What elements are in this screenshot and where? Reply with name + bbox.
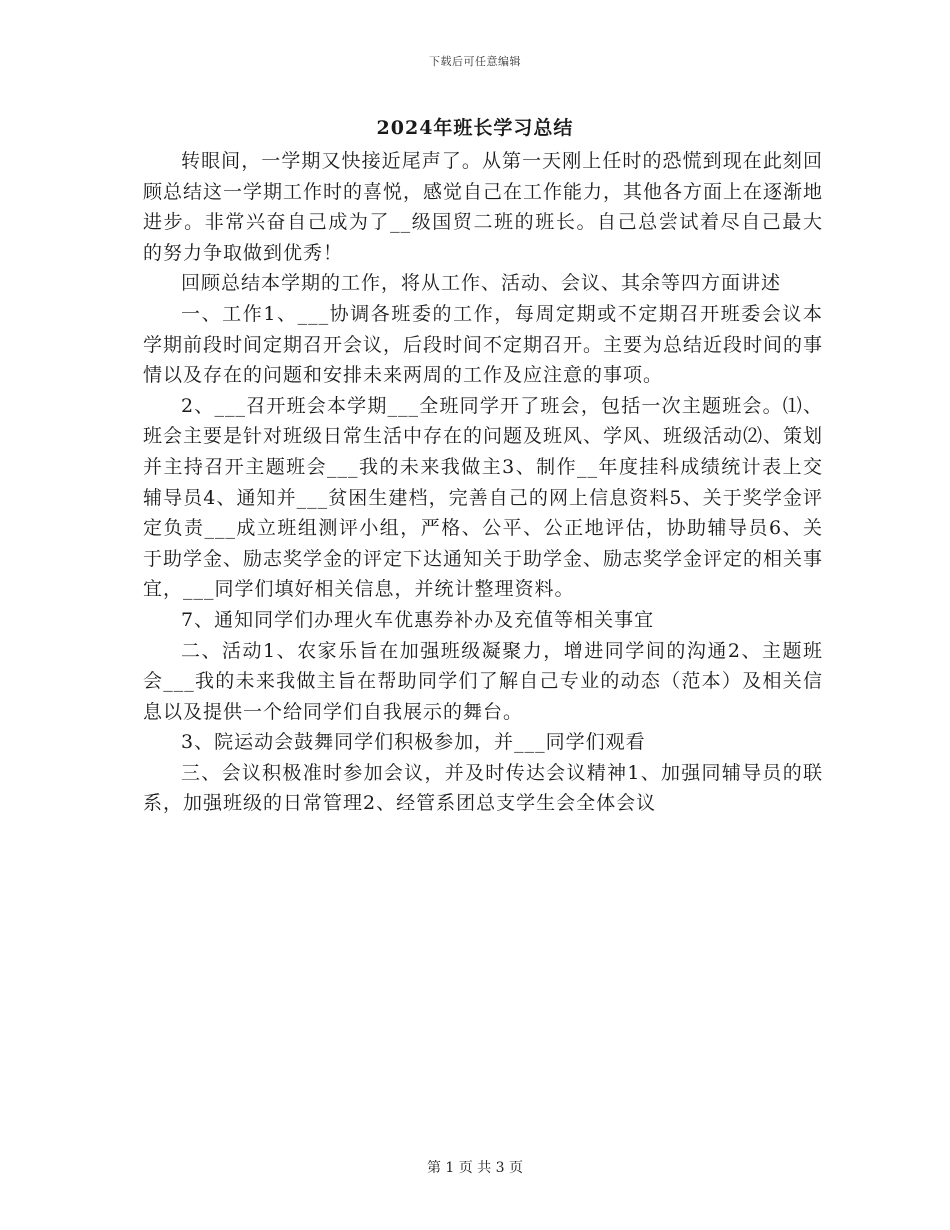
paragraph-work: 一、工作1、___协调各班委的工作，每周定期或不定期召开班委会议本学期前段时间定期召开会议，后段时间不定期召开。主要为总结近段时间的事情以及存在的问题和安排未来两周的工作及应注意的事项。 xyxy=(143,302,824,387)
paragraph-class-meeting: 2、___召开班会本学期___全班同学开了班会，包括一次主题班会。⑴、班会主要是针对班级日常生活中存在的问题及班风、学风、班级活动⑵、策划并主持召开主题班会___我的未来我做主3、制作__年度挂科成绩统计表上交辅导员4、通知并___贫困生建档，完善自己的网上信息资料5、关于奖学金评定负责___成立班组测评小组，严格、公平、公正地评估，协助辅导员6、关于助学金、励志奖学金的评定下达通知关于助学金、励志奖学金评定的相关事宜，___同学们填好相关信息，并统计整理资料。 xyxy=(143,394,824,601)
document-title: 2024年班长学习总结 xyxy=(376,117,574,139)
page-number: 第 1 页 共 3 页 xyxy=(426,1160,524,1176)
paragraph-overview: 回顾总结本学期的工作，将从工作、活动、会议、其余等四方面讲述 xyxy=(181,272,782,295)
paragraph-sports-meet: 3、院运动会鼓舞同学们积极参加，并___同学们观看 xyxy=(181,731,646,754)
paragraph-train-ticket: 7、通知同学们办理火车优惠券补办及充值等相关事宜 xyxy=(181,608,655,631)
paragraph-meetings: 三、会议积极准时参加会议，并及时传达会议精神1、加强同辅导员的联系，加强班级的日常管理2、经管系团总支学生会全体会议 xyxy=(143,761,823,815)
document-body xyxy=(143,146,823,819)
paragraph-activities: 二、活动1、农家乐旨在加强班级凝聚力，增进同学间的沟通2、主题班会___我的未来我做主旨在帮助同学们了解自己专业的动态（范本）及相关信息以及提供一个给同学们自我展示的舞台。 xyxy=(143,639,823,723)
paragraph-intro: 转眼间，一学期又快接近尾声了。从第一天刚上任时的恐慌到现在此刻回顾总结这一学期工作时的喜悦，感觉自己在工作能力，其他各方面上在逐渐地进步。非常兴奋自己成为了__级国贸二班的班长。自己总尝试着尽自己最大的努力争取做到优秀！ xyxy=(143,150,824,264)
page-header-note: 下载后可任意编辑 xyxy=(429,55,521,68)
